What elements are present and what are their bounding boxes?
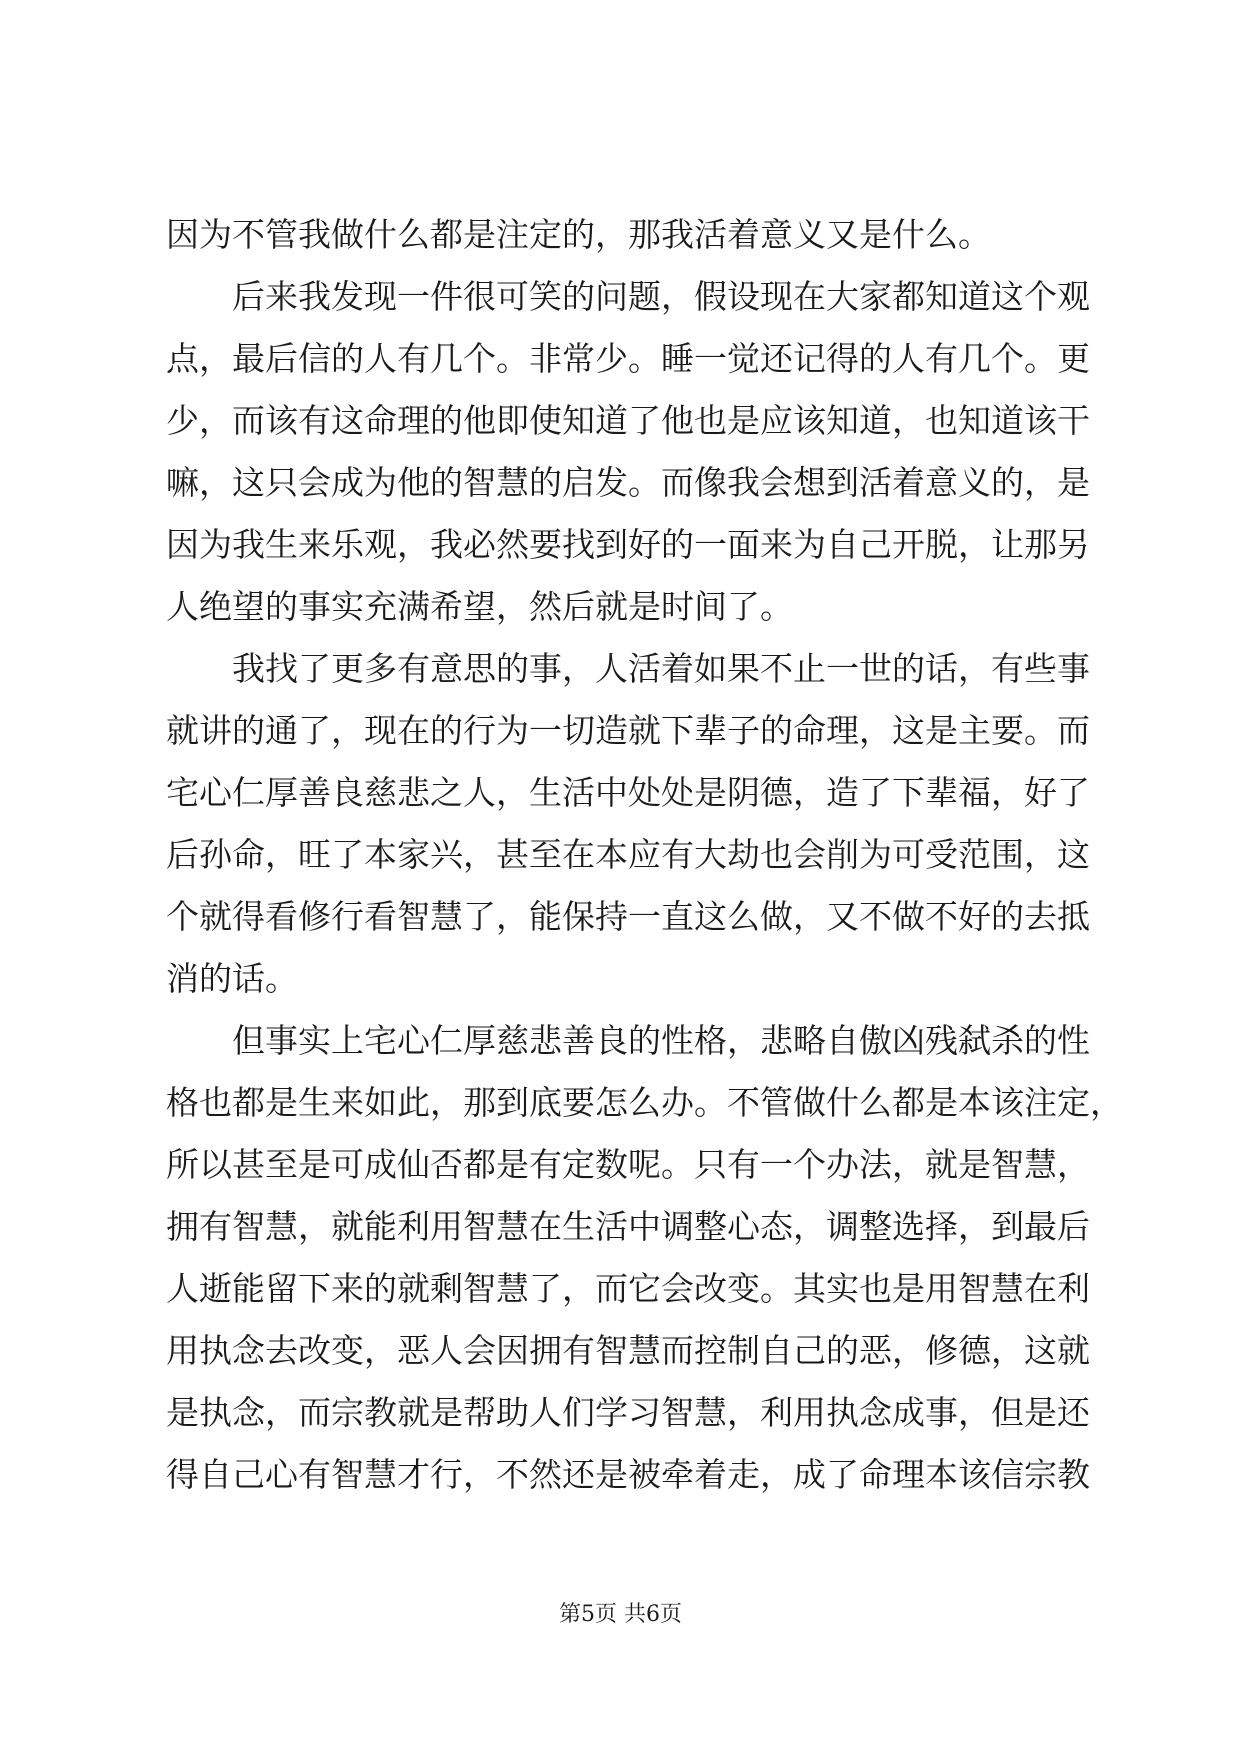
text-line: 因为不管我做什么都是注定的，那我活着意义又是什么。 xyxy=(166,215,991,254)
page-footer: 第5页 共6页 xyxy=(559,1602,682,1627)
paragraph xyxy=(166,1010,1123,1506)
text-line: 嘛，这只会成为他的智慧的启发。而像我会想到活着意义的，是 xyxy=(166,463,1090,502)
text-line: 拥有智慧，就能利用智慧在生活中调整心态，调整选择，到最后 xyxy=(166,1207,1090,1246)
text-line: 得自己心有智慧才行，不然还是被牵着走，成了命理本该信宗教 xyxy=(166,1455,1090,1494)
text-line: 所以甚至是可成仙否都是有定数呢。只有一个办法，就是智慧， xyxy=(166,1145,1090,1184)
text-line: 后孙命，旺了本家兴，甚至在本应有大劫也会削为可受范围，这 xyxy=(166,835,1090,874)
text-line: 是执念，而宗教就是帮助人们学习智慧，利用执念成事，但是还 xyxy=(166,1393,1090,1432)
text-line: 但事实上宅心仁厚慈悲善良的性格，悲略自傲凶残弑杀的性 xyxy=(232,1021,1090,1060)
text-line: 个就得看修行看智慧了，能保持一直这么做，又不做不好的去抵 xyxy=(166,897,1090,936)
text-line: 消的话。 xyxy=(166,959,298,998)
text-line: 后来我发现一件很可笑的问题，假设现在大家都知道这个观 xyxy=(232,277,1090,316)
paragraph xyxy=(166,204,1086,266)
body-text xyxy=(166,204,1123,1506)
text-line: 宅心仁厚善良慈悲之人，生活中处处是阴德，造了下辈福，好了 xyxy=(166,773,1090,812)
text-line: 少，而该有这命理的他即使知道了他也是应该知道，也知道该干 xyxy=(166,401,1090,440)
text-line: 就讲的通了，现在的行为一切造就下辈子的命理，这是主要。而 xyxy=(166,711,1090,750)
text-line: 人逝能留下来的就剩智慧了，而它会改变。其实也是用智慧在利 xyxy=(166,1269,1090,1308)
text-line: 用执念去改变，恶人会因拥有智慧而控制自己的恶，修德，这就 xyxy=(166,1331,1090,1370)
text-line: 因为我生来乐观，我必然要找到好的一面来为自己开脱，让那另 xyxy=(166,525,1090,564)
text-line: 我找了更多有意思的事，人活着如果不止一世的话，有些事 xyxy=(232,649,1090,688)
text-line: 格也都是生来如此，那到底要怎么办。不管做什么都是本该注定， xyxy=(166,1083,1123,1122)
paragraph xyxy=(166,266,1090,638)
paragraph xyxy=(166,638,1090,1010)
text-line: 点，最后信的人有几个。非常少。睡一觉还记得的人有几个。更 xyxy=(166,339,1090,378)
text-line: 人绝望的事实充满希望，然后就是时间了。 xyxy=(166,587,793,626)
